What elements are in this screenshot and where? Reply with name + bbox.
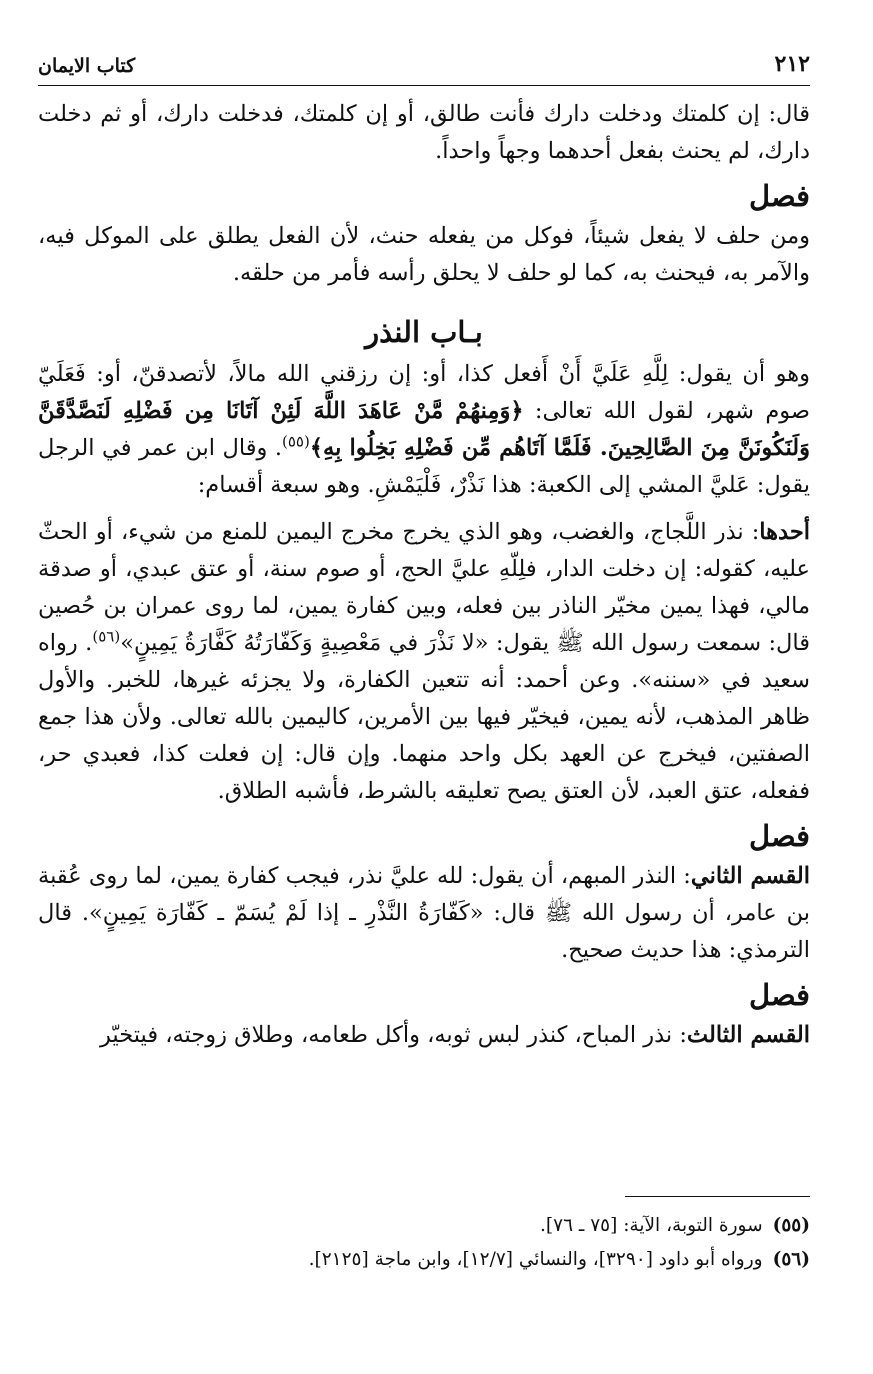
book-title: كتاب الايمان bbox=[38, 55, 136, 77]
paragraph-4-rest: . رواه سعيد في «سننه». وعن أحمد: أنه تتعين الكفارة، ولا يجزئه غيرها، للخبر. والأول ظاهر المذهب، لأنه يمين، فيخيّر فيها بين الأمرين، كاليمين بالله تعالى. ولأن هذا جمع الصفتين، فيخرج عن العهد بكل واحد منهما. وإن قال: إن فعلت كذا، فعبدي حر، ففعله، عتق العبد، لأن العتق يصح تعليقه بالشرط، فأشبه الطلاق. bbox=[38, 630, 810, 804]
paragraph-6-text: : نذر المباح، كنذر لبس ثوبه، وأكل طعامه، وطلاق زوجته، فيتخيّر bbox=[100, 1022, 687, 1048]
footnote-text: ورواه أبو داود [٣٢٩٠]، والنسائي [١٢/٧]، وابن ماجة [٢١٢٥]. bbox=[308, 1249, 763, 1270]
page-header bbox=[38, 48, 810, 86]
paragraph-2: ومن حلف لا يفعل شيئاً، فوكل من يفعله حنث، لأن الفعل يطلق على الموكل فيه، والآمر به، فيحنث به، كما لو حلف لا يحلق رأسه فأمر من حلقه. bbox=[38, 223, 810, 286]
paragraph-3-intro: وهو أن يقول: لِلَّهِ عَلَيَّ أَنْ أَفعل كذا، أو: إن رزقني الله مالاً، لأتصدقنّ، أو: فَعَلَيّ صوم شهر، لقول الله تعالى: bbox=[38, 361, 810, 424]
footnote-number: (٥٥) bbox=[772, 1215, 810, 1236]
footnote-ref-56: (٥٦) bbox=[92, 627, 121, 646]
footnote-divider bbox=[625, 1196, 810, 1197]
chapter-title: بـاب النذر bbox=[365, 315, 483, 349]
footnote-55 bbox=[38, 1209, 810, 1243]
paragraph-5-lead: القسم الثاني bbox=[690, 863, 810, 889]
footnote-number: (٥٦) bbox=[772, 1249, 810, 1270]
page-number: ٢١٢ bbox=[774, 51, 810, 77]
footnote-text: سورة التوبة، الآية: [٧٥ ـ ٧٦]. bbox=[540, 1215, 763, 1236]
footnote-56 bbox=[38, 1243, 810, 1277]
footnotes bbox=[38, 1196, 810, 1277]
paragraph-6-lead: القسم الثالث bbox=[686, 1022, 810, 1048]
section-heading-fasl-3: فصل bbox=[749, 978, 810, 1012]
paragraph-6 bbox=[38, 1017, 810, 1054]
paragraph-1: قال: إن كلمتك ودخلت دارك فأنت طالق، أو إن كلمتك، فدخلت دارك، أو ثم دخلت دارك، لم يحنث بفعل أحدهما وجهاً واحداً. bbox=[38, 101, 810, 164]
paragraph-5-text: : النذر المبهم، أن يقول: لله عليَّ نذر، فيجب كفارة يمين، لما روى عُقبة بن عامر، أن رسول الله ﷺ قال: «كَفّارَةُ النَّذْرِ ـ إذا لَمْ يُسَمّ ـ كَفّارَة يَمِينٍ». قال الترمذي: هذا حديث صحيح. bbox=[38, 863, 810, 963]
paragraph-5 bbox=[38, 858, 810, 969]
paragraph-3 bbox=[38, 356, 810, 504]
paragraph-4 bbox=[38, 514, 810, 810]
paragraph-3-rest: . وقال ابن عمر في الرجل يقول: عَليَّ المشي إلى الكعبة: هذا نَذْرٌ، فَلْيَمْشِ. وهو سبعة أقسام: bbox=[38, 435, 810, 498]
section-heading-fasl-1: فصل bbox=[749, 179, 810, 213]
paragraph-4-lead: أحدها bbox=[759, 519, 810, 545]
section-heading-fasl-2: فصل bbox=[749, 819, 810, 853]
footnote-ref-55: (٥٥) bbox=[282, 432, 310, 451]
page bbox=[38, 48, 810, 1054]
paragraph-4-text: : نذر اللَّجاج، والغضب، وهو الذي يخرج مخرج اليمين للمنع من شيء، أو الحثّ عليه، كقوله: إن دخلت الدار، فلِلّهِ عليَّ الحج، أو صوم سنة، أو عتق عبدي، أو صدقة مالي، فهذا يمين مخيّر الناذر بين فعله، وبين كفارة يمين، لما روى عمران بن حُصين قال: سمعت رسول الله ﷺ يقول: «لا نَذْرَ في مَعْصِيةٍ وَكَفّارَتُهُ كَفَّارَةُ يَمِينٍ» bbox=[38, 519, 811, 656]
quran-verse: ﴿وَمِنهُمْ مَّنْ عَاهَدَ اللَّهَ لَئِنْ آتَانَا مِن فَضْلِهِ لَنَصَّدَّقَنَّ وَلَنَكُونَنَّ مِنَ الصَّالِحِينَ. فَلَمَّا آتَاهُم مِّن فَضْلِهِ بَخِلُوا بِهِ﴾ bbox=[38, 398, 810, 461]
